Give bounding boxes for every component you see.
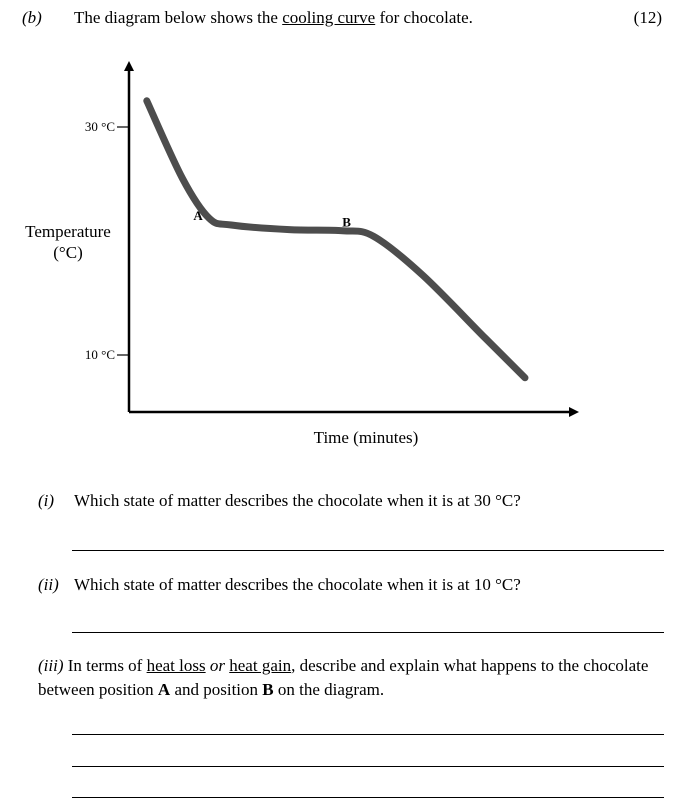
y-axis-label-line1: Temperature [25, 222, 111, 241]
question-ii-text: Which state of matter describes the chocolate when it is at 10 °C? [74, 575, 521, 594]
question-iii-text-3: and position [170, 680, 263, 699]
x-axis-label: Time (minutes) [313, 428, 419, 447]
answer-line-iii-1[interactable] [72, 734, 664, 735]
heat-gain-term: heat gain [229, 656, 292, 675]
question-iii [38, 654, 658, 702]
question-iii-text-1: In terms of [63, 656, 147, 675]
question-iii-text-2: , describe and explain what happens to the chocolate between position [38, 656, 649, 699]
question-ii-number: (ii) [38, 575, 59, 594]
y-tick-label-10: 10 °C [84, 347, 115, 362]
cooling-curve-term: cooling curve [282, 8, 376, 27]
heat-loss-term: heat loss [146, 656, 206, 675]
position-b: B [262, 680, 274, 699]
question-iii-number: (iii) [38, 656, 64, 675]
intro-text-after: for chocolate. [375, 8, 473, 27]
or-word: or [209, 656, 225, 675]
question-i-text: Which state of matter describes the chocolate when it is at 30 °C? [74, 491, 521, 510]
answer-line-ii[interactable] [72, 632, 664, 633]
point-label-b: B [342, 214, 351, 230]
question-iii-text-4: on the diagram. [273, 680, 385, 699]
position-a: A [157, 680, 171, 699]
answer-line-i[interactable] [72, 550, 664, 551]
answer-line-iii-2[interactable] [72, 766, 664, 767]
y-tick-label-30: 30 °C [84, 119, 115, 134]
question-ii [38, 575, 521, 595]
answer-line-iii-3[interactable] [72, 797, 664, 798]
point-label-a: A [193, 208, 203, 224]
question-i [38, 491, 521, 511]
part-label: (b) [22, 8, 42, 27]
marks-total: (12) [633, 8, 662, 27]
cooling-curve-line [147, 101, 525, 378]
question-i-number: (i) [38, 491, 55, 510]
y-axis-label-line2: (°C) [53, 243, 83, 262]
intro-text-before: The diagram below shows the [74, 8, 283, 27]
